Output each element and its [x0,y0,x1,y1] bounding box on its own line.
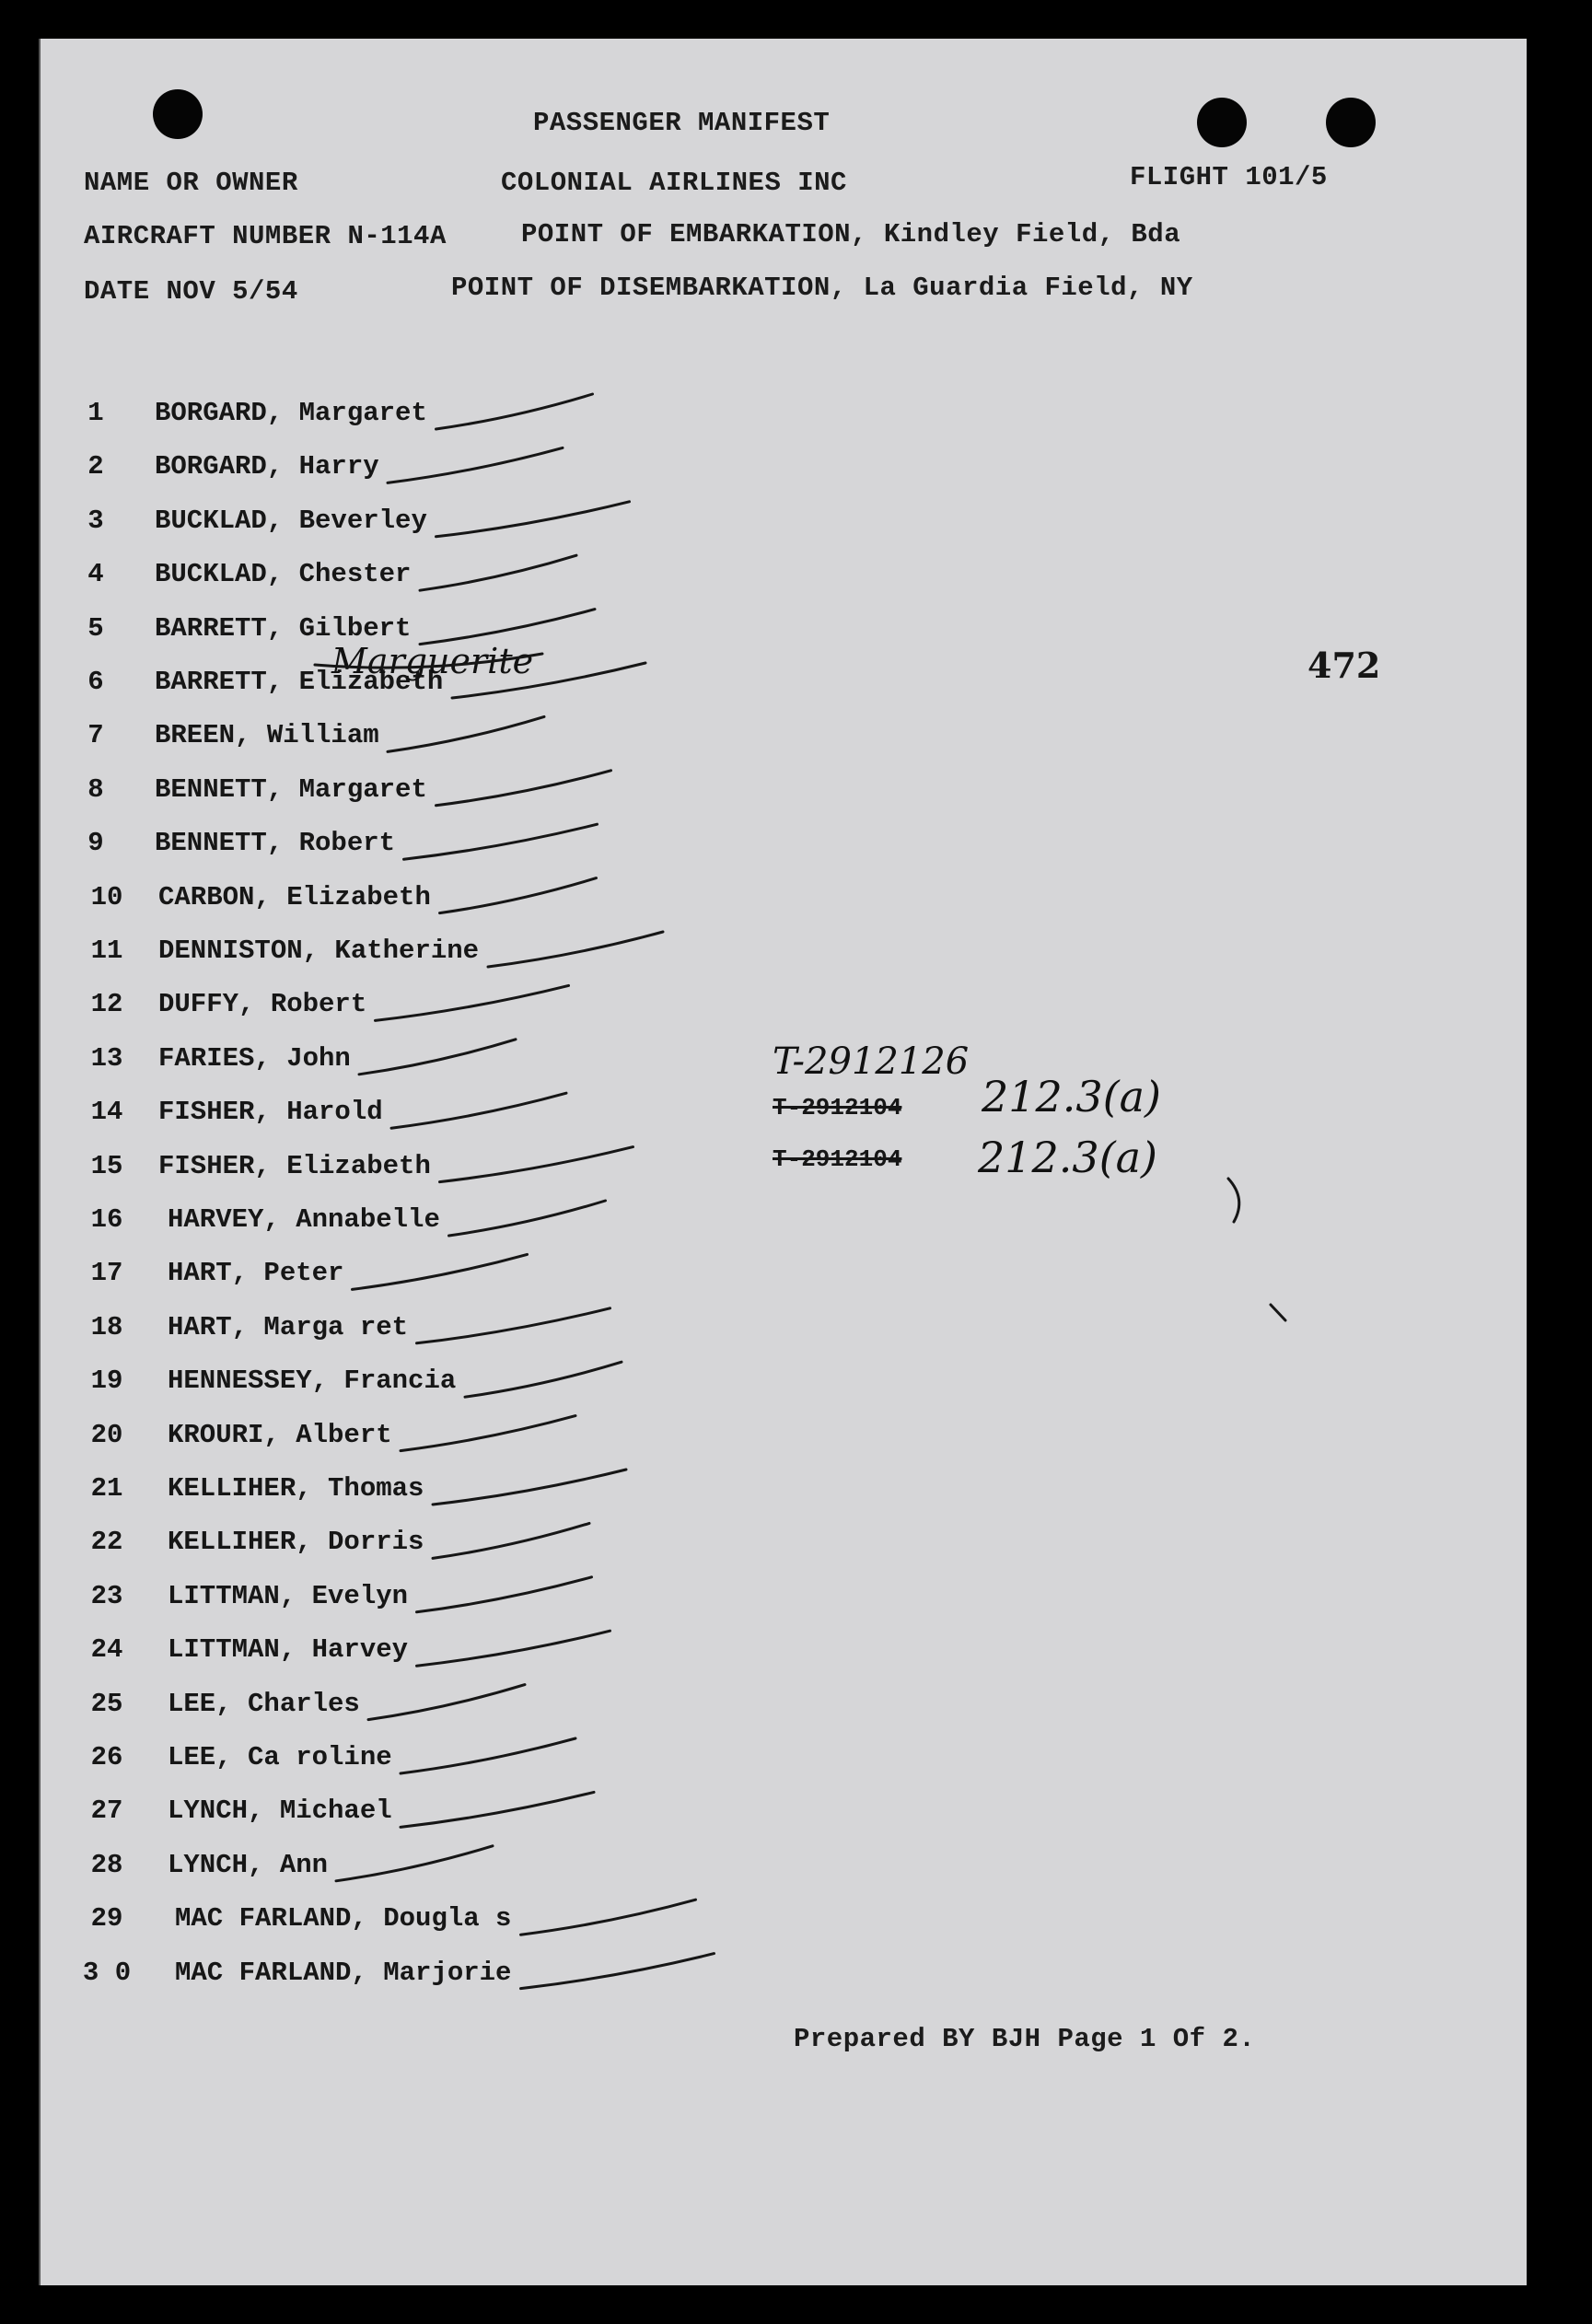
stray-mark [1271,1305,1285,1320]
passenger-number: 28 [90,1849,123,1880]
check-tick-line [401,1738,575,1773]
passenger-name: KELLIHER, Dorris [168,1527,424,1558]
passenger-name: MAC FARLAND, Dougla s [175,1903,512,1935]
check-tick-line [420,610,595,645]
manifest-title: PASSENGER MANIFEST [533,108,831,138]
passenger-name: DUFFY, Robert [158,989,367,1020]
check-tick-line [404,824,598,859]
passenger-number: 2 [87,451,104,482]
check-tick-line [436,394,593,429]
passenger-number: 18 [90,1311,123,1342]
passenger-name: BORGARD, Harry [155,451,379,482]
passenger-number: 17 [90,1258,123,1289]
passenger-name: LEE, Charles [168,1688,360,1719]
check-tick-line [336,1846,493,1881]
check-tick-line [420,555,576,590]
passenger-name: LITTMAN, Harvey [168,1634,409,1666]
passenger-number: 3 [87,505,104,536]
passenger-name: KROURI, Albert [168,1419,392,1450]
passenger-number: 14 [90,1097,123,1128]
passenger-number: 27 [90,1795,123,1827]
passenger-number: 1 [87,398,104,428]
check-tick-line [417,1577,592,1612]
passenger-number: 7 [87,720,104,751]
check-tick-line [436,771,611,806]
manifest-date: DATE NOV 5/54 [84,276,298,307]
check-marks-layer [41,39,1527,2285]
passenger-number: 12 [90,989,123,1020]
passenger-name: BORGARD, Margaret [155,398,427,428]
owner-name: COLONIAL AIRLINES INC [501,168,847,198]
handwritten-code-2: 212.3(a) [978,1133,1158,1182]
passenger-number: 20 [90,1419,123,1450]
passenger-number: 13 [90,1042,123,1074]
page-stamp-number: 472 [1307,645,1381,686]
check-tick-line [368,1685,525,1720]
check-tick-line [353,1254,528,1289]
passenger-number: 4 [87,559,104,590]
passenger-name: BREEN, William [155,720,379,751]
passenger-name: DENNISTON, Katherine [158,935,480,966]
passenger-number: 15 [90,1150,123,1181]
prepared-by-footer: Prepared BY BJH Page 1 Of 2. [794,2024,1256,2054]
check-tick-line [488,932,663,967]
check-tick-line [452,663,645,698]
handwritten-ticket-number: T-2912126 [773,1040,970,1083]
check-tick-line [433,1523,589,1558]
passenger-name: BARRETT, Elizabeth [155,667,444,697]
passenger-number: 5 [87,612,104,644]
passenger-number: 23 [90,1580,123,1611]
check-tick-line [440,878,597,913]
handwritten-bracket [1228,1179,1239,1222]
check-tick-line [521,1900,696,1935]
flight-number: FLIGHT 101/5 [1130,162,1328,192]
manifest-page [39,39,1527,2285]
passenger-name: MAC FARLAND, Marjorie [175,1957,512,1988]
struck-ticket-number-1: T-2912104 [773,1094,902,1121]
passenger-number: 16 [90,1204,123,1235]
passenger-number: 19 [90,1365,123,1397]
check-tick-line [436,502,630,537]
check-tick-line [440,1147,633,1182]
check-tick-line [449,1201,606,1236]
passenger-name: BUCKLAD, Beverley [155,505,427,536]
passenger-name: LYNCH, Ann [168,1849,329,1880]
point-of-embarkation: POINT OF EMBARKATION, Kindley Field, Bda [521,219,1181,250]
strike-through-name [315,654,542,668]
passenger-name: HARVEY, Annabelle [168,1204,440,1235]
passenger-number: 25 [90,1688,123,1719]
check-tick-line [388,447,563,482]
passenger-number: 6 [87,667,104,697]
passenger-name: CARBON, Elizabeth [158,881,431,912]
check-tick-line [465,1362,622,1397]
handwritten-name-correction: Marguerite [331,641,534,681]
check-tick-line [417,1308,610,1343]
passenger-name: HENNESSEY, Francia [168,1365,457,1397]
point-of-disembarkation: POINT OF DISEMBARKATION, La Guardia Field, NY [451,273,1193,303]
passenger-name: BARRETT, Gilbert [155,612,412,644]
passenger-number: 8 [87,773,104,805]
check-tick-line [388,716,544,751]
handwritten-code-1: 212.3(a) [982,1072,1162,1121]
aircraft-number: AIRCRAFT NUMBER N-114A [84,221,447,251]
passenger-number: 21 [90,1473,123,1504]
passenger-number: 9 [87,828,104,859]
check-tick-line [401,1792,594,1827]
passenger-number: 10 [90,881,123,912]
name-or-owner-label: NAME OR OWNER [84,168,298,198]
passenger-name: HART, Peter [168,1258,344,1289]
passenger-number: 26 [90,1742,123,1772]
passenger-name: BUCKLAD, Chester [155,559,412,590]
passenger-number: 22 [90,1527,123,1558]
check-tick-line [417,1631,610,1666]
passenger-name: LITTMAN, Evelyn [168,1580,409,1611]
passenger-name: KELLIHER, Thomas [168,1473,424,1504]
check-tick-line [376,985,569,1020]
check-tick-line [401,1416,575,1451]
passenger-number: 11 [90,935,123,966]
passenger-number: 24 [90,1634,123,1666]
check-tick-line [521,1954,715,1989]
check-tick-line [359,1040,516,1075]
passenger-name: LEE, Ca roline [168,1742,392,1772]
passenger-name: BENNETT, Robert [155,828,396,859]
passenger-name: BENNETT, Margaret [155,773,427,805]
check-tick-line [391,1093,566,1128]
check-tick-line [433,1470,626,1505]
passenger-number: 29 [90,1903,123,1935]
passenger-name: FARIES, John [158,1042,351,1074]
struck-ticket-number-2: T-2912104 [773,1145,902,1173]
passenger-name: FISHER, Harold [158,1097,383,1128]
passenger-name: HART, Marga ret [168,1311,409,1342]
passenger-name: FISHER, Elizabeth [158,1150,431,1181]
passenger-name: LYNCH, Michael [168,1795,392,1827]
passenger-number: 3 0 [82,1957,132,1988]
